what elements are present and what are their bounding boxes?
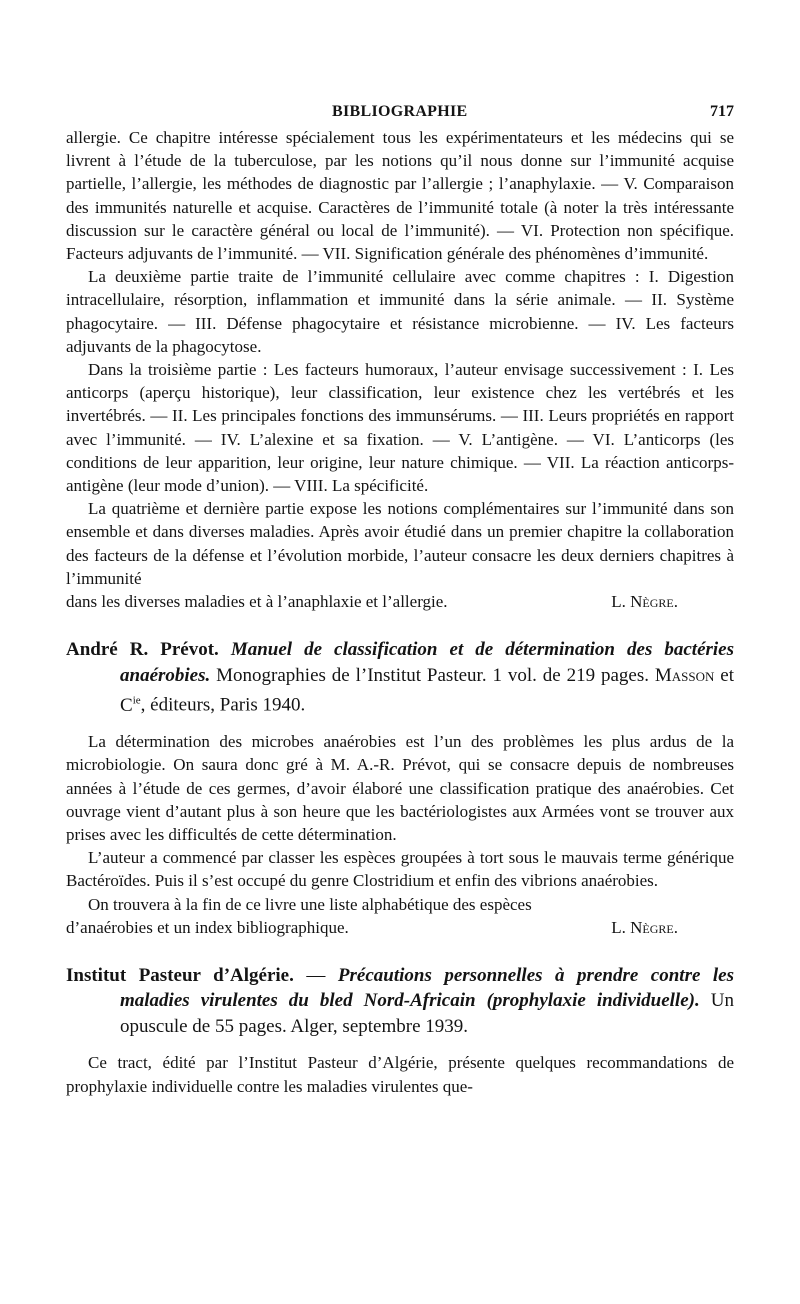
paragraph: La détermination des microbes anaérobies est l’un des problèmes les plus ardus de la microbiologie. On saura donc gré à M. A.-R. Prévot, qui se consacre depuis de nombreuses années à l’étude de ces germes, d’avoir élaboré une classification pratique des anaérobies. Cet ouvrage vient d’autant plus à son heure que les bactériologistes aux Armées vont se trouver aux prises avec les difficultés de cette détermination. [66,732,734,844]
entry-title: Précautions personnelles à prendre contre les maladies virulentes du bled Nord-Africain (prophylaxie individuelle). [120,964,735,1012]
cie-prefix: et C [120,664,735,716]
entry-author: André R. Prévot. [66,639,219,661]
paragraph: La deuxième partie traite de l’immunité cellulaire avec comme chapitres : I. Digestion intracellulaire, résorption, inflammation et immunité dans la série animale. — II. Système phagocytaire. — III. Défense phagocytaire et résistance microbienne. — IV. Les facteurs adjuvants de la phagocytose. [66,267,734,356]
entry-dash: — [293,964,338,986]
page-number: 717 [710,103,734,120]
paragraph: Dans la troisième partie : Les facteurs humoraux, l’auteur envisage successivement : I. Les anticorps (aperçu historique), leur classification, leur existence chez les vertébrés et les invertébrés. — II. Les principales fonctions des immunsérums. — III. Leurs propriétés en rapport avec l’immunité. — IV. L’alexine et sa fixation. — V. L’antigène. — VI. L’anticorps (les conditions de leur apparition, leur origine, leur nature chimique. — VII. La réaction anticorps-antigène (leur mode d’union). — VIII. La spécificité. [66,360,734,496]
bibliographic-entry [66,963,734,1040]
paragraph-closing-line [66,916,734,939]
paragraph: allergie. Ce chapitre intéresse spécialement tous les expérimentateurs et les médecins qui se livrent à l’étude de la tuberculose, par les notions qu’il nous donne sur l’immunité acquise partielle, l’allergie, les méthodes de diagnostic par l’allergie ; l’anaphylaxie. — V. Comparaison des immunités naturelle et acquise. Caractères de l’immunité totale (à noter la très intéressante discussion sur le caractère général ou local de l’immunité). — VI. Protection non spécifique. Facteurs adjuvants de l’immunité. — VII. Signification générale des phénomènes d’immunité. [66,128,734,264]
entry-publisher: Masson [654,664,715,686]
review-prophylaxie [66,1051,734,1097]
entry-details: Un opuscule de 55 pages. Alger, septembre 1939. [120,990,735,1037]
reviewer-signature: L. Nègre. [611,592,678,612]
running-header [332,100,734,126]
bibliographic-entry [66,637,734,718]
running-title: BIBLIOGRAPHIE [332,103,468,120]
entry-details-end: , éditeurs, Paris 1940. [140,694,306,716]
paragraph: L’auteur a commencé par classer les espèces groupées à tort sous le mauvais terme générique Bactéroïdes. Puis il s’est occupé du genre Clostridium et enfin des vibrions anaérobies. [66,848,734,891]
paragraph: La quatrième et dernière partie expose les notions complémentaires sur l’immunité dans son ensemble et dans diverses maladies. Après avoir étudié dans un premier chapitre la collaboration des facteurs de la défense et l’évolution morbide, l’auteur consacre les deux derniers chapitres à l’immunité [66,499,734,588]
closing-text: dans les diverses maladies et à l’anaphlaxie et l’allergie. [66,592,448,612]
paragraph: On trouvera à la fin de ce livre une liste alphabétique des espèces [88,894,532,914]
review-immunite [66,126,734,613]
entry-title: Manuel de classification et de détermination des bactéries anaérobies. [120,639,735,686]
paragraph: Ce tract, édité par l’Institut Pasteur d’Algérie, présente quelques recommandations de prophylaxie individuelle contre les maladies virulentes que- [66,1053,734,1096]
reviewer-signature: L. Nègre. [611,917,678,937]
entry-author: Institut Pasteur d’Algérie. [66,964,294,986]
paragraph-closing-line [66,590,734,613]
closing-text: d’anaérobies et un index bibliographique. [66,917,349,937]
review-anaerobies [66,730,734,939]
cie-superscript: ie [132,694,141,707]
entry-details: Monographies de l’Institut Pasteur. 1 vol. de 219 pages. [216,664,649,686]
